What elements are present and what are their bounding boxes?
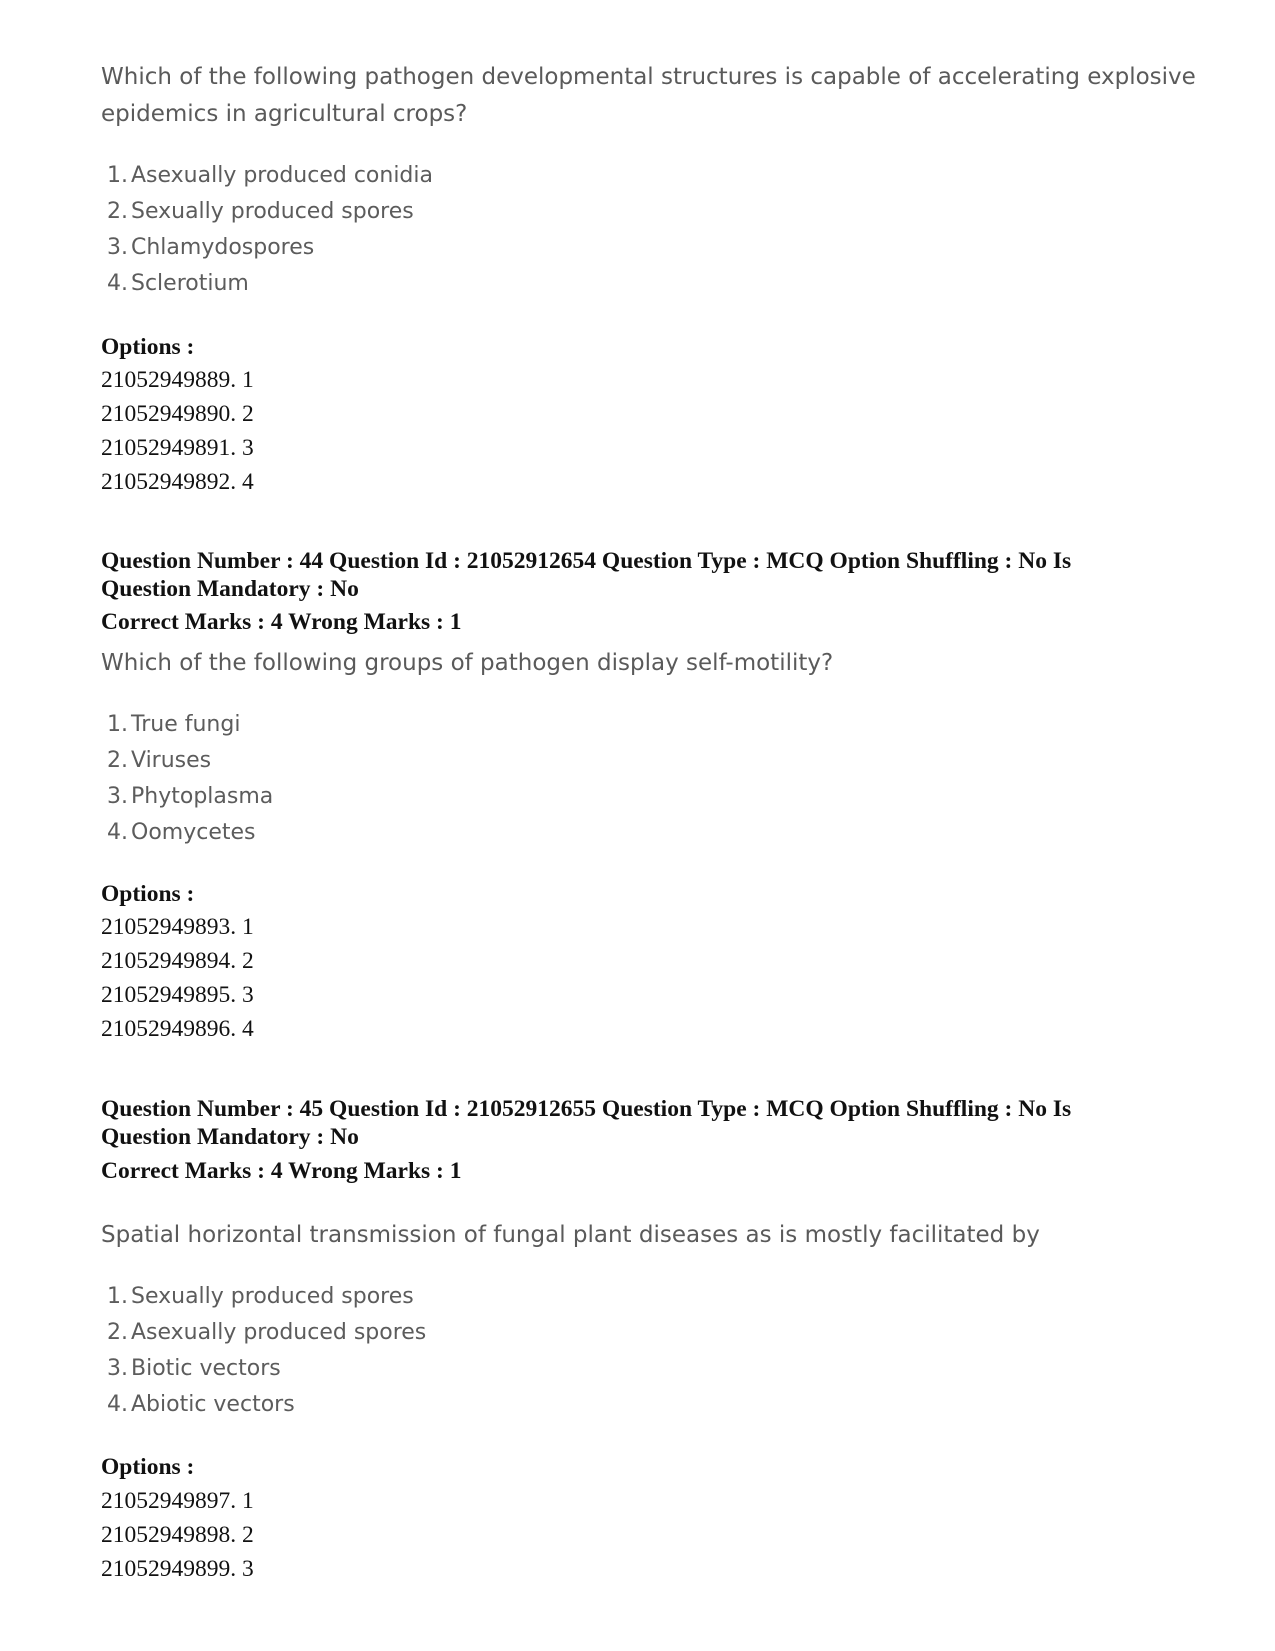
option-id: 21052949896. 4 xyxy=(101,1016,254,1042)
option-id: 21052949892. 4 xyxy=(101,469,254,495)
choice-item: 4. Sclerotium xyxy=(107,271,249,296)
option-id: 21052949893. 1 xyxy=(101,914,254,940)
question-header: Question Mandatory : No xyxy=(101,1124,359,1150)
option-id: 21052949891. 3 xyxy=(101,435,254,461)
choice-item: 2. Asexually produced spores xyxy=(107,1320,427,1345)
choice-item: 2. Viruses xyxy=(107,748,212,773)
options-label: Options : xyxy=(101,881,195,907)
option-id: 21052949899. 3 xyxy=(101,1556,254,1582)
options-label: Options : xyxy=(101,1454,195,1480)
choice-item: 1. Asexually produced conidia xyxy=(107,163,433,188)
options-label: Options : xyxy=(101,334,195,360)
marks-line: Correct Marks : 4 Wrong Marks : 1 xyxy=(101,609,462,635)
choice-item: 4. Oomycetes xyxy=(107,820,256,845)
option-id: 21052949895. 3 xyxy=(101,982,254,1008)
option-id: 21052949894. 2 xyxy=(101,948,254,974)
option-id: 21052949890. 2 xyxy=(101,401,254,427)
choice-item: 3. Biotic vectors xyxy=(107,1356,281,1381)
choice-item: 4. Abiotic vectors xyxy=(107,1392,295,1417)
question-header: Question Number : 44 Question Id : 21052912654 Question Type : MCQ Option Shuffling : No Is xyxy=(101,548,1072,574)
question-text-line: epidemics in agricultural crops? xyxy=(101,101,468,127)
marks-line: Correct Marks : 4 Wrong Marks : 1 xyxy=(101,1158,462,1184)
option-id: 21052949897. 1 xyxy=(101,1488,254,1514)
question-text-line: Which of the following pathogen developmental structures is capable of accelerating explosive xyxy=(101,64,1196,90)
option-id: 21052949898. 2 xyxy=(101,1522,254,1548)
choice-item: 1. Sexually produced spores xyxy=(107,1284,414,1309)
choice-item: 1. True fungi xyxy=(107,712,241,737)
question-text: Spatial horizontal transmission of fungal plant diseases as is mostly facilitated by xyxy=(101,1222,1040,1248)
question-header: Question Number : 45 Question Id : 21052912655 Question Type : MCQ Option Shuffling : No Is xyxy=(101,1096,1072,1122)
choice-item: 3. Chlamydospores xyxy=(107,235,315,260)
choice-item: 3. Phytoplasma xyxy=(107,784,274,809)
question-text: Which of the following groups of pathogen display self-motility? xyxy=(101,650,834,676)
option-id: 21052949889. 1 xyxy=(101,367,254,393)
choice-item: 2. Sexually produced spores xyxy=(107,199,414,224)
question-header: Question Mandatory : No xyxy=(101,576,359,602)
